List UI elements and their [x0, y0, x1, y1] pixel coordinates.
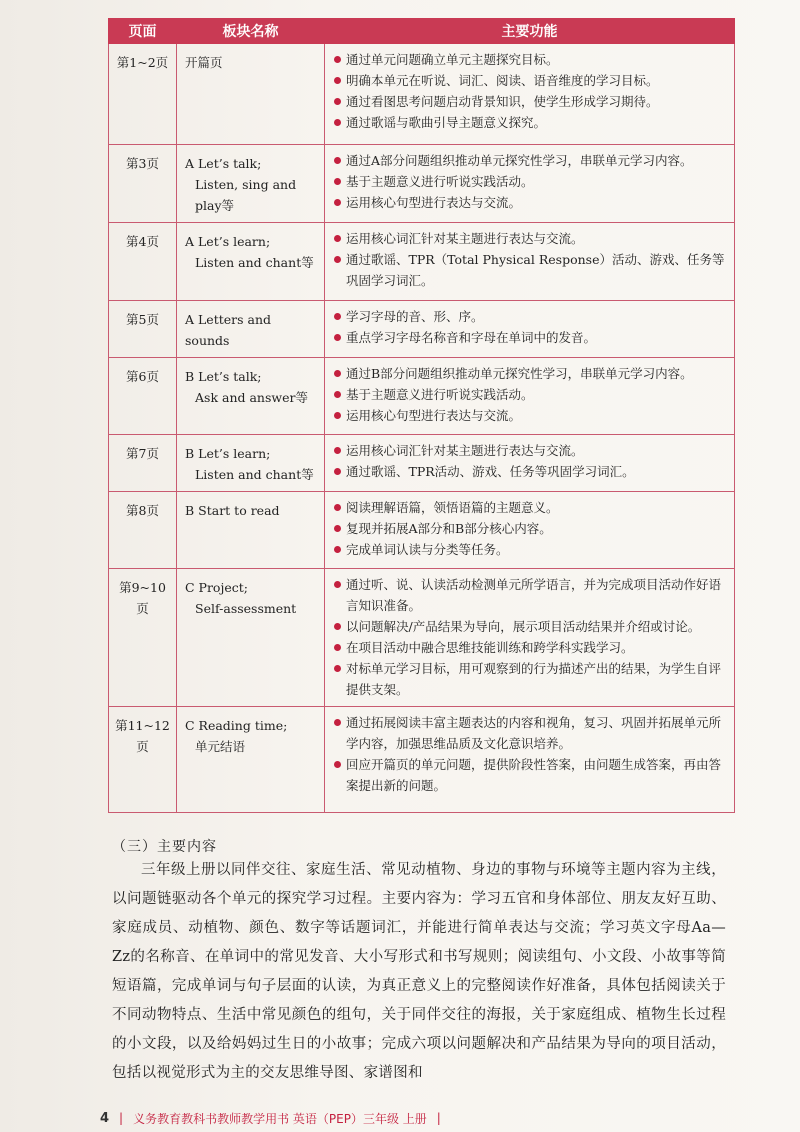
block-name-line: 单元结语: [195, 739, 246, 754]
function-bullet-item: 通过歌谣、TPR活动、游戏、任务等巩固学习词汇。: [333, 461, 728, 482]
function-bullet-item: 基于主题意义进行听说实践活动。: [333, 171, 728, 192]
table-row: [109, 44, 735, 145]
function-bullet-item: 重点学习字母名称音和字母在单词中的发音。: [333, 327, 728, 348]
row-page: 第9~10页: [109, 569, 177, 707]
row-functions: [325, 707, 735, 813]
row-page: 第4页: [109, 223, 177, 301]
table-row: [109, 492, 735, 569]
table-row: [109, 301, 735, 358]
block-name-line: B Let’s talk;: [185, 369, 262, 384]
header-page: 页面: [109, 19, 177, 44]
function-bullet-item: 基于主题意义进行听说实践活动。: [333, 384, 728, 405]
function-bullet-item: 运用核心句型进行表达与交流。: [333, 192, 728, 213]
function-bullet-item: 通过听、说、认读活动检测单元所学语言，并为完成项目活动作好语言知识准备。: [333, 574, 728, 616]
table-row: [109, 358, 735, 435]
function-bullet-item: 运用核心句型进行表达与交流。: [333, 405, 728, 426]
function-bullet-item: 复现并拓展A部分和B部分核心内容。: [333, 518, 728, 539]
row-page: 第8页: [109, 492, 177, 569]
table-row: [109, 145, 735, 223]
row-page: 第11~12页: [109, 707, 177, 813]
block-name-line: B Let’s learn;: [185, 446, 271, 461]
function-bullet-item: 通过歌谣、TPR（Total Physical Response）活动、游戏、任务等巩固学习词汇。: [333, 249, 728, 291]
block-name-line: A Letters and sounds: [185, 312, 272, 348]
function-bullet-item: 明确本单元在听说、词汇、阅读、语音维度的学习目标。: [333, 70, 728, 91]
function-bullet-item: 学习字母的音、形、序。: [333, 306, 728, 327]
block-name-line: A Let’s talk;: [185, 156, 262, 171]
block-name-line: Listen, sing and play等: [195, 177, 297, 213]
row-block-name: [177, 435, 325, 492]
row-block-name: [177, 358, 325, 435]
row-functions: [325, 301, 735, 358]
unit-structure-table: [108, 18, 735, 813]
block-name-line: A Let’s learn;: [185, 234, 271, 249]
page-footer: [100, 1108, 441, 1128]
function-bullet-item: 通过单元问题确立单元主题探究目标。: [333, 49, 728, 70]
function-bullet-item: 阅读理解语篇，领悟语篇的主题意义。: [333, 497, 728, 518]
row-functions: [325, 492, 735, 569]
function-bullet-item: 通过A部分问题组织推动单元探究性学习，串联单元学习内容。: [333, 150, 728, 171]
row-page: 第7页: [109, 435, 177, 492]
block-name-line: Listen and chant等: [195, 467, 314, 482]
block-name-line: Listen and chant等: [195, 255, 314, 270]
footer-book-title: 义务教育教科书教师教学用书 英语（PEP）三年级 上册: [133, 1111, 427, 1126]
table-row: [109, 707, 735, 813]
table-row: [109, 435, 735, 492]
row-page: 第3页: [109, 145, 177, 223]
row-block-name: [177, 44, 325, 145]
row-block-name: [177, 145, 325, 223]
block-name-line: C Reading time;: [185, 718, 288, 733]
row-functions: [325, 223, 735, 301]
function-bullet-item: 通过看图思考问题启动背景知识，使学生形成学习期待。: [333, 91, 728, 112]
block-name-line: B Start to read: [185, 503, 280, 518]
block-name-line: Ask and answer等: [195, 390, 308, 405]
block-name-line: 开篇页: [185, 55, 223, 70]
row-block-name: [177, 301, 325, 358]
row-page: 第6页: [109, 358, 177, 435]
section-title: （三）主要内容: [112, 839, 217, 855]
row-functions: [325, 358, 735, 435]
row-block-name: [177, 569, 325, 707]
row-page: 第1~2页: [109, 44, 177, 145]
row-page: 第5页: [109, 301, 177, 358]
row-functions: [325, 44, 735, 145]
function-bullet-item: 通过B部分问题组织推动单元探究性学习，串联单元学习内容。: [333, 363, 728, 384]
footer-divider: |: [119, 1111, 124, 1125]
row-block-name: [177, 223, 325, 301]
function-bullet-item: 运用核心词汇针对某主题进行表达与交流。: [333, 228, 728, 249]
table-header-row: [109, 19, 735, 44]
block-name-line: Self-assessment: [195, 601, 297, 616]
function-bullet-item: 运用核心词汇针对某主题进行表达与交流。: [333, 440, 728, 461]
body-paragraph: 三年级上册以同伴交往、家庭生活、常见动植物、身边的事物与环境等主题内容为主线，以问题链驱动各个单元的探究学习过程。主要内容为：学习五官和身体部位、朋友友好互助、家庭成员、动植物、颜色、数字等话题词汇，并能进行简单表达与交流；学习英文字母Aa—Zz的名称音、在单词中的常见发音、大小写形式和书写规则；阅读组句、小文段、小故事等简短语篇，完成单词与句子层面的认读，为真正意义上的完整阅读作好准备，具体包括阅读关于不同动物特点、生活中常见颜色的组句，关于同伴交往的海报，关于家庭组成、植物生长过程的小文段，以及给妈妈过生日的小故事；完成六项以问题解决和产品结果为导向的项目活动，包括以视觉形式为主的交友思维导图、家谱图和: [112, 862, 726, 1081]
function-bullet-item: 在项目活动中融合思维技能训练和跨学科实践学习。: [333, 637, 728, 658]
table-row: [109, 223, 735, 301]
page-number: 4: [100, 1110, 110, 1126]
function-bullet-item: 以问题解决/产品结果为导向，展示项目活动结果并介绍或讨论。: [333, 616, 728, 637]
block-name-line: C Project;: [185, 580, 248, 595]
row-functions: [325, 569, 735, 707]
footer-divider-end: |: [436, 1111, 441, 1125]
row-functions: [325, 435, 735, 492]
header-main-function: 主要功能: [325, 19, 735, 44]
row-block-name: [177, 492, 325, 569]
function-bullet-item: 通过拓展阅读丰富主题表达的内容和视角，复习、巩固并拓展单元所学内容，加强思维品质及文化意识培养。: [333, 712, 728, 754]
row-block-name: [177, 707, 325, 813]
function-bullet-item: 回应开篇页的单元问题，提供阶段性答案，由问题生成答案，再由答案提出新的问题。: [333, 754, 728, 796]
row-functions: [325, 145, 735, 223]
function-bullet-item: 通过歌谣与歌曲引导主题意义探究。: [333, 112, 728, 133]
function-bullet-item: 完成单词认读与分类等任务。: [333, 539, 728, 560]
table-row: [109, 569, 735, 707]
function-bullet-item: 对标单元学习目标，用可观察到的行为描述产出的结果，为学生自评提供支架。: [333, 658, 728, 700]
header-block-name: 板块名称: [177, 19, 325, 44]
